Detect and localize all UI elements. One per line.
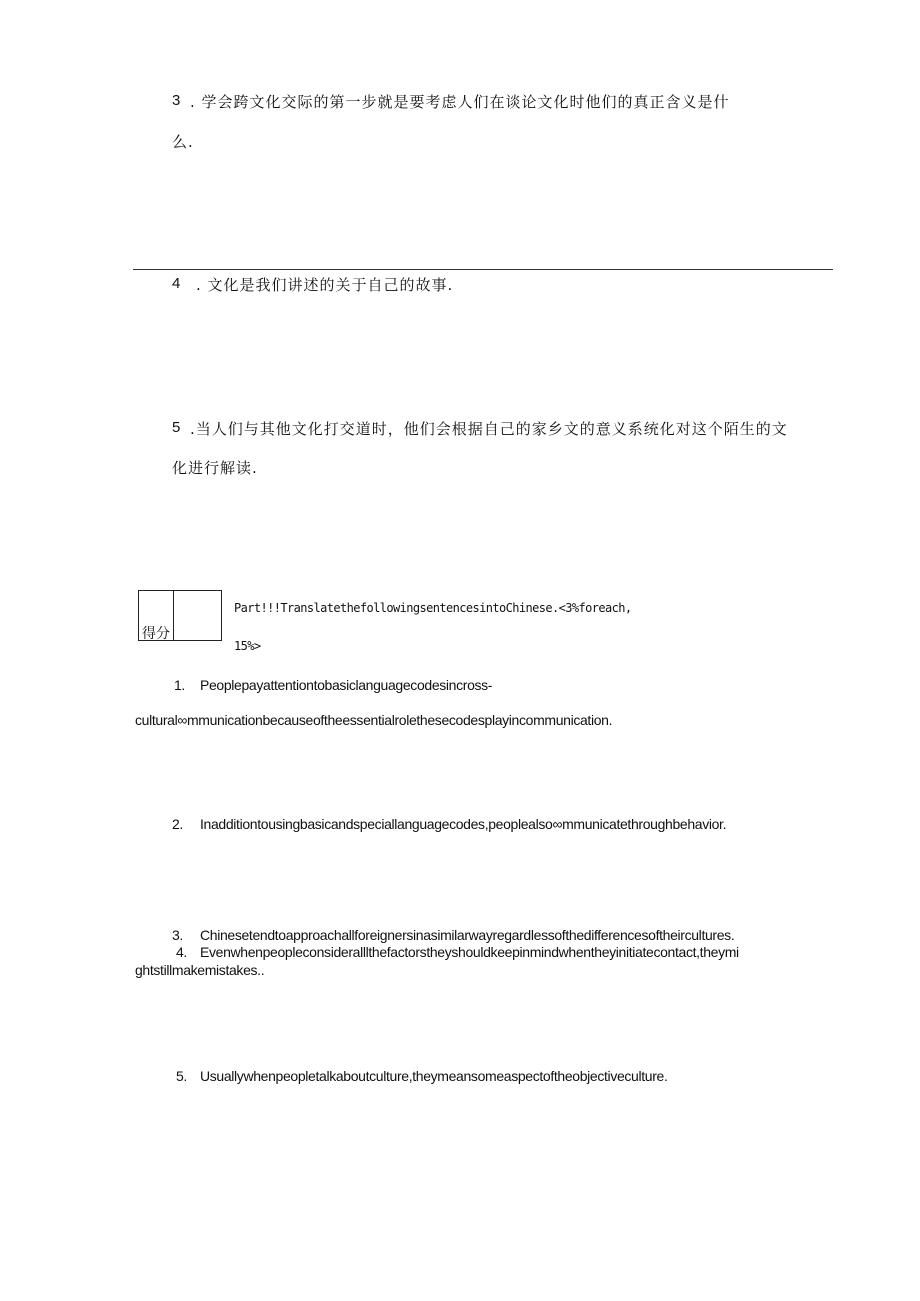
en-item-3-number: 3. [172, 927, 183, 943]
cn-item-3-text: . 学会跨文化交际的第一步就是要考虑人们在谈论文化时他们的真正含义是什 [190, 93, 730, 111]
part3-title-cont: 15%> [234, 639, 261, 653]
part3-title: Part!!!TranslatethefollowingsentencesintoChinese.<3%foreach, [234, 601, 632, 615]
cn-item-4-number: 4 [172, 275, 181, 292]
score-label: 得分 [142, 626, 170, 642]
score-box [138, 590, 222, 641]
en-item-4-text: Evenwhenpeopleconsideralllthefactorstheyshouldkeepinmindwhentheyinitiatecontact,theymi [200, 944, 739, 960]
cn-item-5-text-cont: 化进行解读. [172, 459, 258, 477]
cn-item-5-number: 5 [172, 419, 181, 436]
en-item-1-text-cont: cultural∞mmunicationbecauseoftheessentialrolethesecodesplayincommunication. [135, 712, 613, 728]
cn-item-3-number: 3 [172, 92, 181, 109]
en-item-2-text: Inadditiontousingbasicandspeciallanguagecodes,peoplealso∞mmunicatethroughbehavior. [200, 816, 727, 832]
en-item-4-number: 4. [176, 944, 187, 960]
divider-line [133, 269, 833, 270]
en-item-5-text: Usuallywhenpeopletalkaboutculture,theymeansomeaspectoftheobjectiveculture. [200, 1068, 668, 1084]
en-item-5-number: 5. [176, 1068, 187, 1084]
cn-item-4-text: . 文化是我们讲述的关于自己的故事. [196, 276, 454, 294]
en-item-1-text: Peoplepayattentiontobasiclanguagecodesincross- [200, 677, 493, 693]
score-box-divider [173, 591, 174, 640]
cn-item-5-text: .当人们与其他文化打交道时，他们会根据自己的家乡文的意义系统化对这个陌生的文 [190, 420, 788, 438]
en-item-4-text-cont: ghtstillmakemistakes.. [135, 962, 265, 978]
en-item-3-text: Chinesetendtoapproachallforeignersinasimilarwayregardlessofthedifferencesoftheircultures. [200, 927, 735, 943]
en-item-2-number: 2. [172, 816, 183, 832]
cn-item-3-text-cont: 么. [172, 133, 194, 151]
en-item-1-number: 1. [174, 677, 185, 693]
